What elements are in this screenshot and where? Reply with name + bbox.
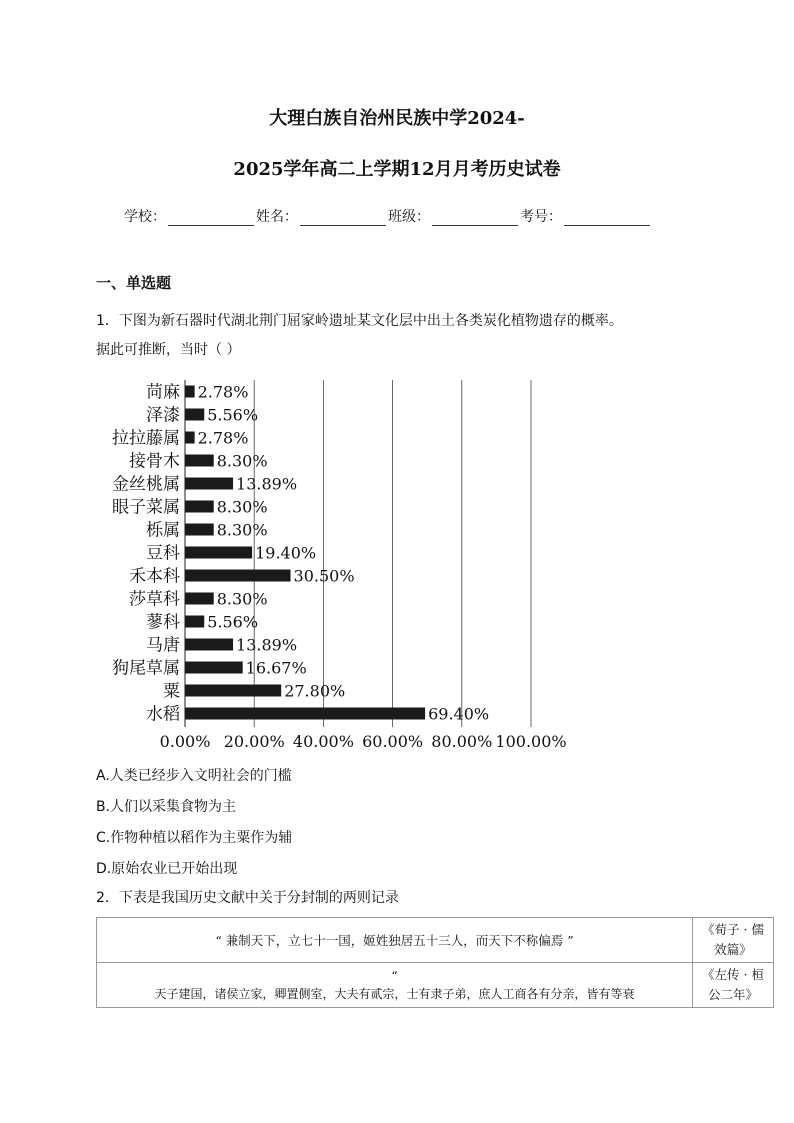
name-label: 姓名： bbox=[256, 209, 298, 225]
x-tick-label: 100.00% bbox=[495, 732, 567, 750]
category-label: 苘麻 bbox=[146, 382, 180, 403]
data-label: 8.30% bbox=[216, 520, 268, 540]
bar bbox=[185, 662, 243, 674]
table-row bbox=[97, 918, 774, 963]
bar bbox=[185, 386, 195, 398]
exam-number-label: 考号： bbox=[520, 209, 562, 225]
table-row bbox=[97, 963, 774, 1008]
data-label: 2.78% bbox=[197, 382, 249, 402]
category-label: 拉拉藤属 bbox=[112, 428, 180, 449]
category-label: 禾本科 bbox=[129, 566, 180, 587]
bar bbox=[185, 524, 214, 536]
record-text-2-body: 天子建国，诸侯立家，卿置侧室，大夫有贰宗，士有隶子弟，庶人工商各有分亲，皆有等衰 bbox=[154, 987, 635, 1001]
q2-stem: 2．下表是我国历史文献中关于分封制的两则记录 bbox=[96, 890, 399, 906]
bar bbox=[185, 708, 425, 720]
q1-stem-line1: 1．下图为新石器时代湖北荆门屈家岭遗址某文化层中出土各类炭化植物遗存的概率。 bbox=[96, 313, 623, 329]
school-blank[interactable] bbox=[168, 213, 254, 226]
q1-option-a[interactable]: A.人类已经步入文明社会的门槛 bbox=[96, 768, 292, 784]
category-label: 马唐 bbox=[146, 635, 180, 656]
q1-option-c[interactable]: C.作物种植以稻作为主粟作为辅 bbox=[96, 830, 293, 846]
x-tick-label: 60.00% bbox=[362, 732, 424, 750]
record-text-2-quote: “ bbox=[391, 968, 398, 983]
data-label: 2.78% bbox=[197, 428, 249, 448]
record-source-1: 《荀子 · 儒效篇》 bbox=[693, 918, 774, 963]
category-label: 金丝桃属 bbox=[112, 474, 180, 495]
section-title: 一、单选题 bbox=[96, 274, 172, 292]
x-tick-label: 80.00% bbox=[431, 732, 493, 750]
bar bbox=[185, 685, 281, 697]
record-source-2: 《左传 · 桓公二年》 bbox=[693, 963, 774, 1008]
q1-option-d[interactable]: D.原始农业已开始出现 bbox=[96, 861, 238, 877]
student-info-row bbox=[124, 206, 652, 226]
category-label: 眼子菜属 bbox=[112, 497, 180, 518]
chart-x-ticks bbox=[160, 732, 567, 750]
exam-title-line2: 2025学年高二上学期12月月考历史试卷 bbox=[233, 159, 561, 180]
data-label: 30.50% bbox=[293, 566, 355, 586]
bar bbox=[185, 501, 214, 513]
name-blank[interactable] bbox=[300, 213, 386, 226]
data-label: 5.56% bbox=[207, 405, 259, 425]
school-label: 学校： bbox=[124, 209, 166, 225]
data-label: 16.67% bbox=[245, 658, 307, 678]
category-label: 蓼科 bbox=[146, 612, 180, 633]
chart-bars bbox=[112, 383, 489, 725]
category-label: 栎属 bbox=[146, 520, 180, 541]
bar bbox=[185, 547, 252, 559]
bar bbox=[185, 409, 204, 421]
bar bbox=[185, 616, 204, 628]
bar bbox=[185, 432, 195, 444]
class-blank[interactable] bbox=[432, 213, 518, 226]
q1-option-b[interactable]: B.人们以采集食物为主 bbox=[96, 799, 237, 815]
exam-title-line1: 大理白族自治州民族中学2024- bbox=[269, 108, 525, 129]
data-label: 19.40% bbox=[255, 543, 317, 563]
category-label: 接骨木 bbox=[129, 451, 180, 472]
data-label: 5.56% bbox=[207, 612, 259, 632]
data-label: 8.30% bbox=[216, 497, 268, 517]
bar bbox=[185, 639, 233, 651]
category-label: 水稻 bbox=[146, 704, 180, 725]
category-label: 粟 bbox=[163, 681, 180, 702]
class-label: 班级： bbox=[388, 209, 430, 225]
record-text-1: “ 兼制天下，立七十一国，姬姓独居五十三人，而天下不称偏焉 ” bbox=[97, 918, 693, 963]
data-label: 27.80% bbox=[284, 681, 346, 701]
data-label: 13.89% bbox=[236, 474, 298, 494]
plant-remains-bar-chart bbox=[96, 372, 576, 750]
x-tick-label: 20.00% bbox=[223, 732, 285, 750]
bar bbox=[185, 570, 291, 582]
data-label: 8.30% bbox=[216, 451, 268, 471]
category-label: 狗尾草属 bbox=[112, 658, 180, 679]
x-tick-label: 40.00% bbox=[292, 732, 354, 750]
q1-stem-line2: 据此可推断，当时（ ） bbox=[96, 342, 241, 358]
record-text-2 bbox=[97, 963, 693, 1008]
bar bbox=[185, 478, 233, 490]
exam-number-blank[interactable] bbox=[564, 213, 650, 226]
category-label: 豆科 bbox=[146, 543, 180, 564]
bar bbox=[185, 593, 214, 605]
category-label: 泽漆 bbox=[146, 405, 180, 426]
q2-record-table bbox=[96, 917, 774, 1008]
bar bbox=[185, 455, 214, 467]
category-label: 莎草科 bbox=[129, 589, 180, 610]
x-tick-label: 0.00% bbox=[159, 732, 211, 750]
data-label: 13.89% bbox=[236, 635, 298, 655]
data-label: 69.40% bbox=[428, 704, 490, 724]
data-label: 8.30% bbox=[216, 589, 268, 609]
